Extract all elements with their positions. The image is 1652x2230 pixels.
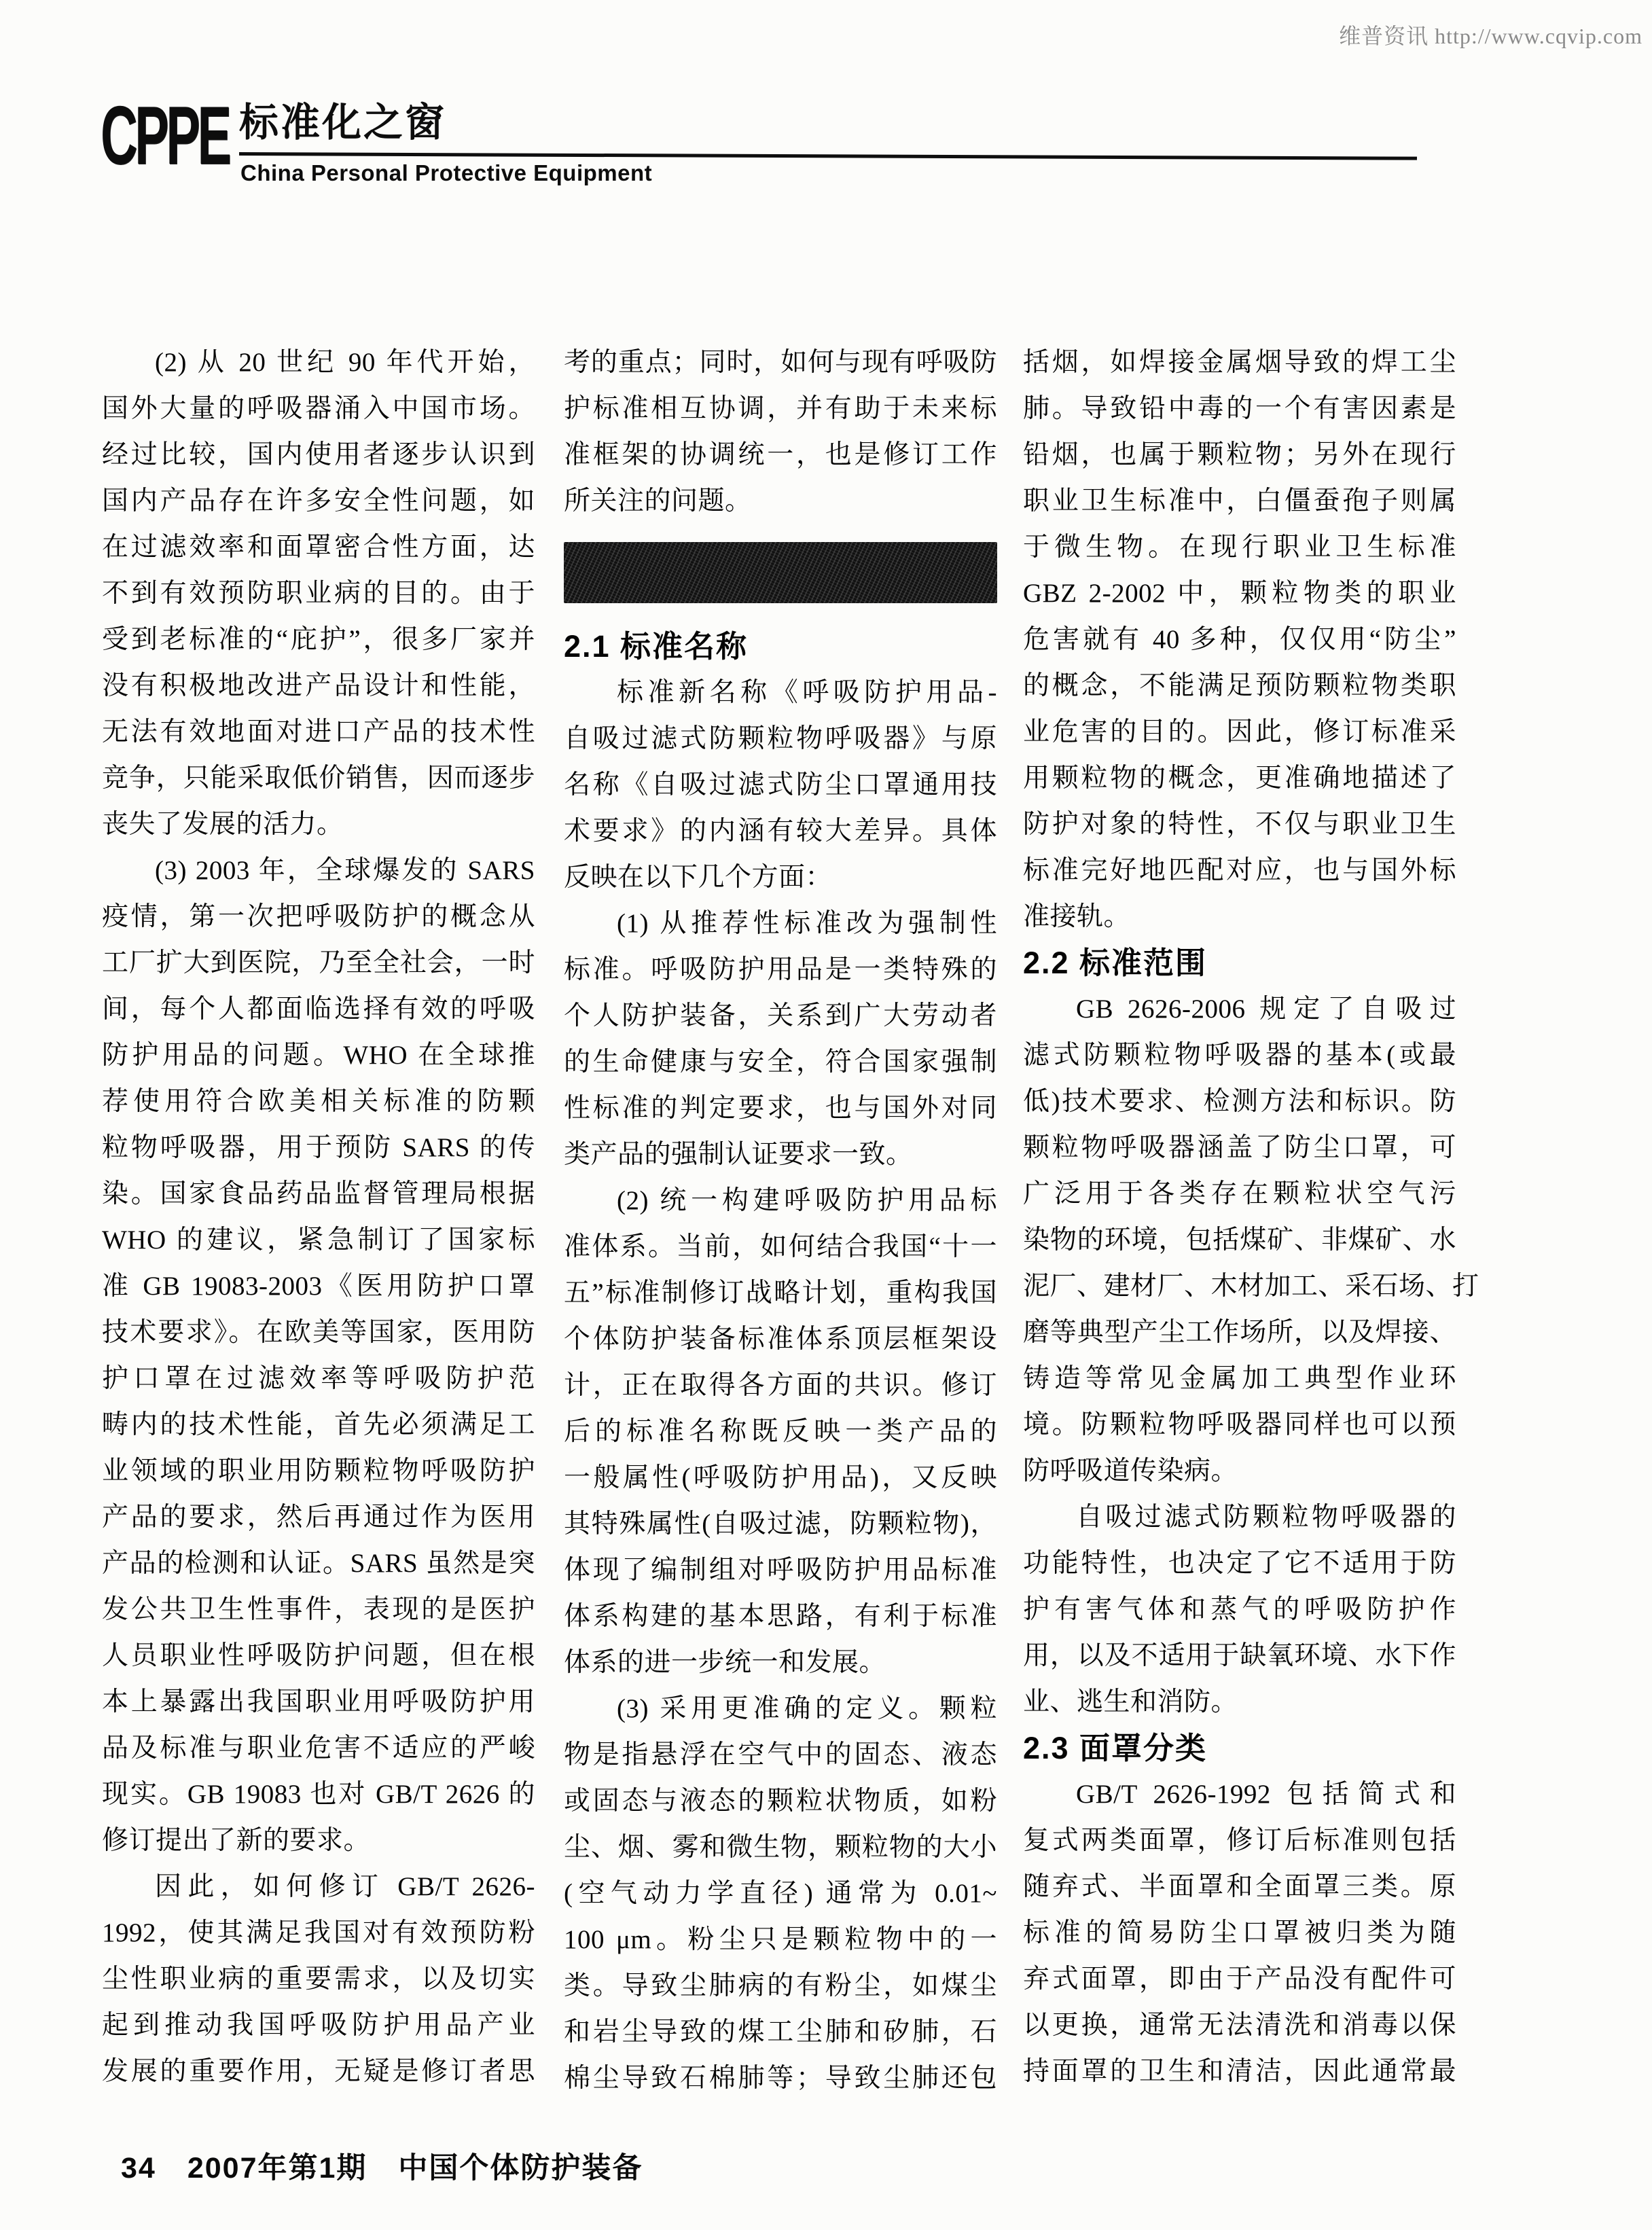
text-line: 标准的简易防尘口罩被归类为随 xyxy=(1023,1918,1456,1947)
text-line: 反映在以下几个方面： xyxy=(564,863,833,892)
journal-name: 中国个体防护装备 xyxy=(398,2152,643,2184)
text-line: 用颗粒物的概念，更准确地描述了 xyxy=(1023,763,1456,793)
text-line: 业领域的职业用防颗粒物呼吸防护 xyxy=(102,1456,535,1486)
text-line: 经过比较，国内使用者逐步认识到 xyxy=(102,440,535,469)
text-line: 自吸过滤式防颗粒物呼吸器的 xyxy=(1076,1503,1456,1532)
text-line: 危害就有 40 多种，仅仅用“防尘” xyxy=(1023,625,1456,654)
text-line: 没有积极地改进产品设计和性能， xyxy=(102,671,535,700)
text-column-right xyxy=(1023,340,1479,2095)
text-line: 防呼吸道传染病。 xyxy=(1023,1456,1238,1486)
text-line: 畴内的技术性能，首先必须满足工 xyxy=(102,1410,535,1439)
text-line: 五”标准制修订战略计划，重构我国 xyxy=(564,1278,997,1308)
text-line: 100 μm。粉尘只是颗粒物中的一 xyxy=(564,1925,997,1954)
section-heading: 2.3 面罩分类 xyxy=(1023,1731,1208,1765)
text-line: 间，每个人都面临选择有效的呼吸 xyxy=(102,994,535,1024)
text-line: 和岩尘导致的煤工尘肺和矽肺，石 xyxy=(564,2017,997,2047)
text-line: 颗粒物呼吸器涵盖了防尘口罩，可 xyxy=(1023,1133,1456,1162)
text-line: 功能特性，也决定了它不适用于防 xyxy=(1023,1549,1456,1578)
text-line: 棉尘导致石棉肺等；导致尘肺还包 xyxy=(564,2064,997,2093)
text-line: 铅烟，也属于颗粒物；另外在现行 xyxy=(1023,440,1456,469)
text-line: 丧失了发展的活力。 xyxy=(102,810,344,839)
text-line: 肺。导致铅中毒的一个有害因素是 xyxy=(1023,394,1456,423)
text-line: 业危害的目的。因此，修订标准采 xyxy=(1023,717,1456,747)
text-line: 体系的进一步统一和发展。 xyxy=(564,1648,886,1677)
text-line: 标准。呼吸防护用品是一类特殊的 xyxy=(564,955,997,984)
text-line: 产品的检测和认证。SARS 虽然是突 xyxy=(102,1549,535,1578)
text-line: 磨等典型产尘工作场所，以及焊接、 xyxy=(1023,1318,1456,1347)
text-line: 性标准的判定要求，也与国外对同 xyxy=(564,1094,997,1123)
text-line: 准体系。当前，如何结合我国“十一 xyxy=(564,1232,997,1261)
page-number: 34 xyxy=(121,2152,156,2184)
text-line: 尘、烟、雾和微生物，颗粒物的大小 xyxy=(564,1833,997,1862)
text-line: (2) 从 20 世纪 90 年代开始， xyxy=(155,348,535,377)
text-line: 个体防护装备标准体系顶层框架设 xyxy=(564,1325,997,1354)
text-line: 护标准相互协调，并有助于未来标 xyxy=(564,394,997,423)
text-line: 不到有效预防职业病的目的。由于 xyxy=(102,579,535,608)
text-line: 防护用品的问题。WHO 在全球推 xyxy=(102,1041,535,1070)
text-line: 1992，使其满足我国对有效预防粉 xyxy=(102,1918,535,1947)
text-line: 自吸过滤式防颗粒物呼吸器》与原 xyxy=(564,724,997,753)
text-line: 弃式面罩，即由于产品没有配件可 xyxy=(1023,1964,1456,1994)
text-line: 标准新名称《呼吸防护用品- xyxy=(617,678,997,707)
issue-label: 2007年第1期 xyxy=(187,2152,367,2184)
text-line: 竞争，只能采取低价销售，因而逐步 xyxy=(102,763,535,793)
text-line: 荐使用符合欧美相关标准的防颗 xyxy=(102,1087,535,1116)
text-line: WHO 的建议，紧急制订了国家标 xyxy=(102,1225,535,1255)
text-line: 国内产品存在许多安全性问题，如 xyxy=(102,486,535,516)
text-line: GB/T 2626-1992 包括简式和 xyxy=(1076,1780,1456,1809)
text-line: 滤式防颗粒物呼吸器的基本(或最 xyxy=(1023,1041,1456,1070)
text-line: 或固态与液态的颗粒状物质，如粉 xyxy=(564,1786,997,1816)
text-line: 泥厂、建材厂、木材加工、采石场、打 xyxy=(1023,1272,1479,1301)
section-heading: 2.1 标准名称 xyxy=(564,629,749,664)
text-line: 产品的要求，然后再通过作为医用 xyxy=(102,1503,535,1532)
text-line: GBZ 2-2002 中，颗粒物类的职业 xyxy=(1023,579,1456,608)
text-line: 护口罩在过滤效率等呼吸防护范 xyxy=(102,1364,535,1393)
text-line: 名称《自吸过滤式防尘口罩通用技 xyxy=(564,770,997,799)
text-line: 术要求》的内涵有较大差异。具体 xyxy=(564,816,997,846)
text-line: 发公共卫生性事件，表现的是医护 xyxy=(102,1595,535,1624)
text-line: 标准完好地匹配对应，也与国外标 xyxy=(1023,856,1456,885)
text-line: 考的重点；同时，如何与现有呼吸防 xyxy=(564,348,997,377)
text-line: 发展的重要作用，无疑是修订者思 xyxy=(102,2057,535,2086)
text-line: 广泛用于各类存在颗粒状空气污 xyxy=(1023,1179,1456,1208)
text-line: 以更换，通常无法清洗和消毒以保 xyxy=(1023,2011,1456,2040)
text-line: 品及标准与职业危害不适应的严峻 xyxy=(102,1733,535,1763)
text-line: 粒物呼吸器，用于预防 SARS 的传 xyxy=(102,1133,535,1162)
text-line: 物是指悬浮在空气中的固态、液态 xyxy=(564,1740,997,1769)
text-line: 体现了编制组对呼吸防护用品标准 xyxy=(564,1555,997,1585)
text-line: GB 2626-2006 规定了自吸过 xyxy=(1076,994,1456,1024)
text-line: 准框架的协调统一，也是修订工作 xyxy=(564,440,997,469)
text-line: (1) 从推荐性标准改为强制性 xyxy=(617,909,997,938)
text-line: (2) 统一构建呼吸防护用品标 xyxy=(617,1186,997,1215)
text-line: 随弃式、半面罩和全面罩三类。原 xyxy=(1023,1872,1456,1901)
text-line: 其特殊属性(自吸过滤，防颗粒物)， xyxy=(564,1509,997,1539)
text-line: 的概念，不能满足预防颗粒物类职 xyxy=(1023,671,1456,700)
text-line: 受到老标准的“庇护”，很多厂家并 xyxy=(102,625,535,654)
column-title-en: China Personal Protective Equipment xyxy=(240,160,653,185)
text-line: 工厂扩大到医院，乃至全社会，一时 xyxy=(102,948,535,977)
text-line: 无法有效地面对进口产品的技术性 xyxy=(102,717,535,747)
text-line: 的生命健康与安全，符合国家强制 xyxy=(564,1047,997,1077)
text-line: 类。导致尘肺病的有粉尘，如煤尘 xyxy=(564,1971,997,2000)
text-column-middle xyxy=(564,340,997,2102)
text-line: 职业卫生标准中，白僵蚕孢子则属 xyxy=(1023,486,1456,516)
text-column-left xyxy=(102,340,535,2095)
masthead-rule xyxy=(239,152,1417,160)
section-banner xyxy=(564,542,997,603)
text-line: 国外大量的呼吸器涌入中国市场。 xyxy=(102,394,535,423)
text-line: 境。防颗粒物呼吸器同样也可以预 xyxy=(1023,1410,1456,1439)
text-line: 铸造等常见金属加工典型作业环 xyxy=(1023,1364,1456,1393)
text-line: 技术要求》。在欧美等国家，医用防 xyxy=(102,1318,535,1347)
text-line: 后的标准名称既反映一类产品的 xyxy=(564,1417,997,1446)
text-line: 起到推动我国呼吸防护用品产业 xyxy=(102,2011,535,2040)
text-line: 低)技术要求、检测方法和标识。防 xyxy=(1023,1087,1456,1116)
text-line: 括烟，如焊接金属烟导致的焊工尘 xyxy=(1023,348,1456,377)
text-line: (3) 2003 年，全球爆发的 SARS xyxy=(155,856,535,885)
text-line: 个人防护装备，关系到广大劳动者 xyxy=(564,1001,997,1030)
page-footer xyxy=(121,2145,674,2187)
text-line: 持面罩的卫生和清洁，因此通常最 xyxy=(1023,2057,1456,2086)
text-line: 体系构建的基本思路，有利于标准 xyxy=(564,1602,997,1631)
text-line: 染。国家食品药品监督管理局根据 xyxy=(102,1179,535,1208)
text-line: 防护对象的特性，不仅与职业卫生 xyxy=(1023,810,1456,839)
text-line: 疫情，第一次把呼吸防护的概念从 xyxy=(102,902,535,931)
text-line: 本上暴露出我国职业用呼吸防护用 xyxy=(102,1687,535,1716)
text-line: 人员职业性呼吸防护问题，但在根 xyxy=(102,1641,535,1670)
text-line: 准接轨。 xyxy=(1023,902,1131,931)
text-line: 业、逃生和消防。 xyxy=(1023,1687,1238,1716)
text-line: 一般属性(呼吸防护用品)，又反映 xyxy=(564,1463,997,1492)
text-line: 染物的环境，包括煤矿、非煤矿、水 xyxy=(1023,1225,1456,1255)
text-line: (3) 采用更准确的定义。颗粒 xyxy=(617,1694,997,1723)
cppe-logo: CPPE xyxy=(101,89,229,181)
text-line: 于微生物。在现行职业卫生标准 xyxy=(1023,533,1456,562)
text-line: 因此，如何修订 GB/T 2626- xyxy=(155,1872,535,1901)
text-line: 类产品的强制认证要求一致。 xyxy=(564,1140,913,1169)
text-line: 准 GB 19083-2003《医用防护口罩 xyxy=(102,1272,535,1301)
text-line: 计，正在取得各方面的共识。修订 xyxy=(564,1371,997,1400)
text-line: 所关注的问题。 xyxy=(564,486,752,516)
text-line: 护有害气体和蒸气的呼吸防护作 xyxy=(1023,1595,1456,1624)
text-line: 在过滤效率和面罩密合性方面，达 xyxy=(102,533,535,562)
section-heading: 2.2 标准范围 xyxy=(1023,946,1208,980)
column-title-cn: 标准化之窗 xyxy=(239,101,447,145)
scan-watermark: 维普资讯 http://www.cqvip.com xyxy=(1339,24,1642,48)
text-line: (空气动力学直径) 通常为 0.01~ xyxy=(564,1879,997,1908)
text-line: 用，以及不适用于缺氧环境、水下作 xyxy=(1023,1641,1456,1670)
text-line: 尘性职业病的重要需求，以及切实 xyxy=(102,1964,535,1994)
text-line: 现实。GB 19083 也对 GB/T 2626 的 xyxy=(102,1780,535,1809)
text-line: 复式两类面罩，修订后标准则包括 xyxy=(1023,1826,1456,1855)
text-line: 修订提出了新的要求。 xyxy=(102,1826,371,1855)
